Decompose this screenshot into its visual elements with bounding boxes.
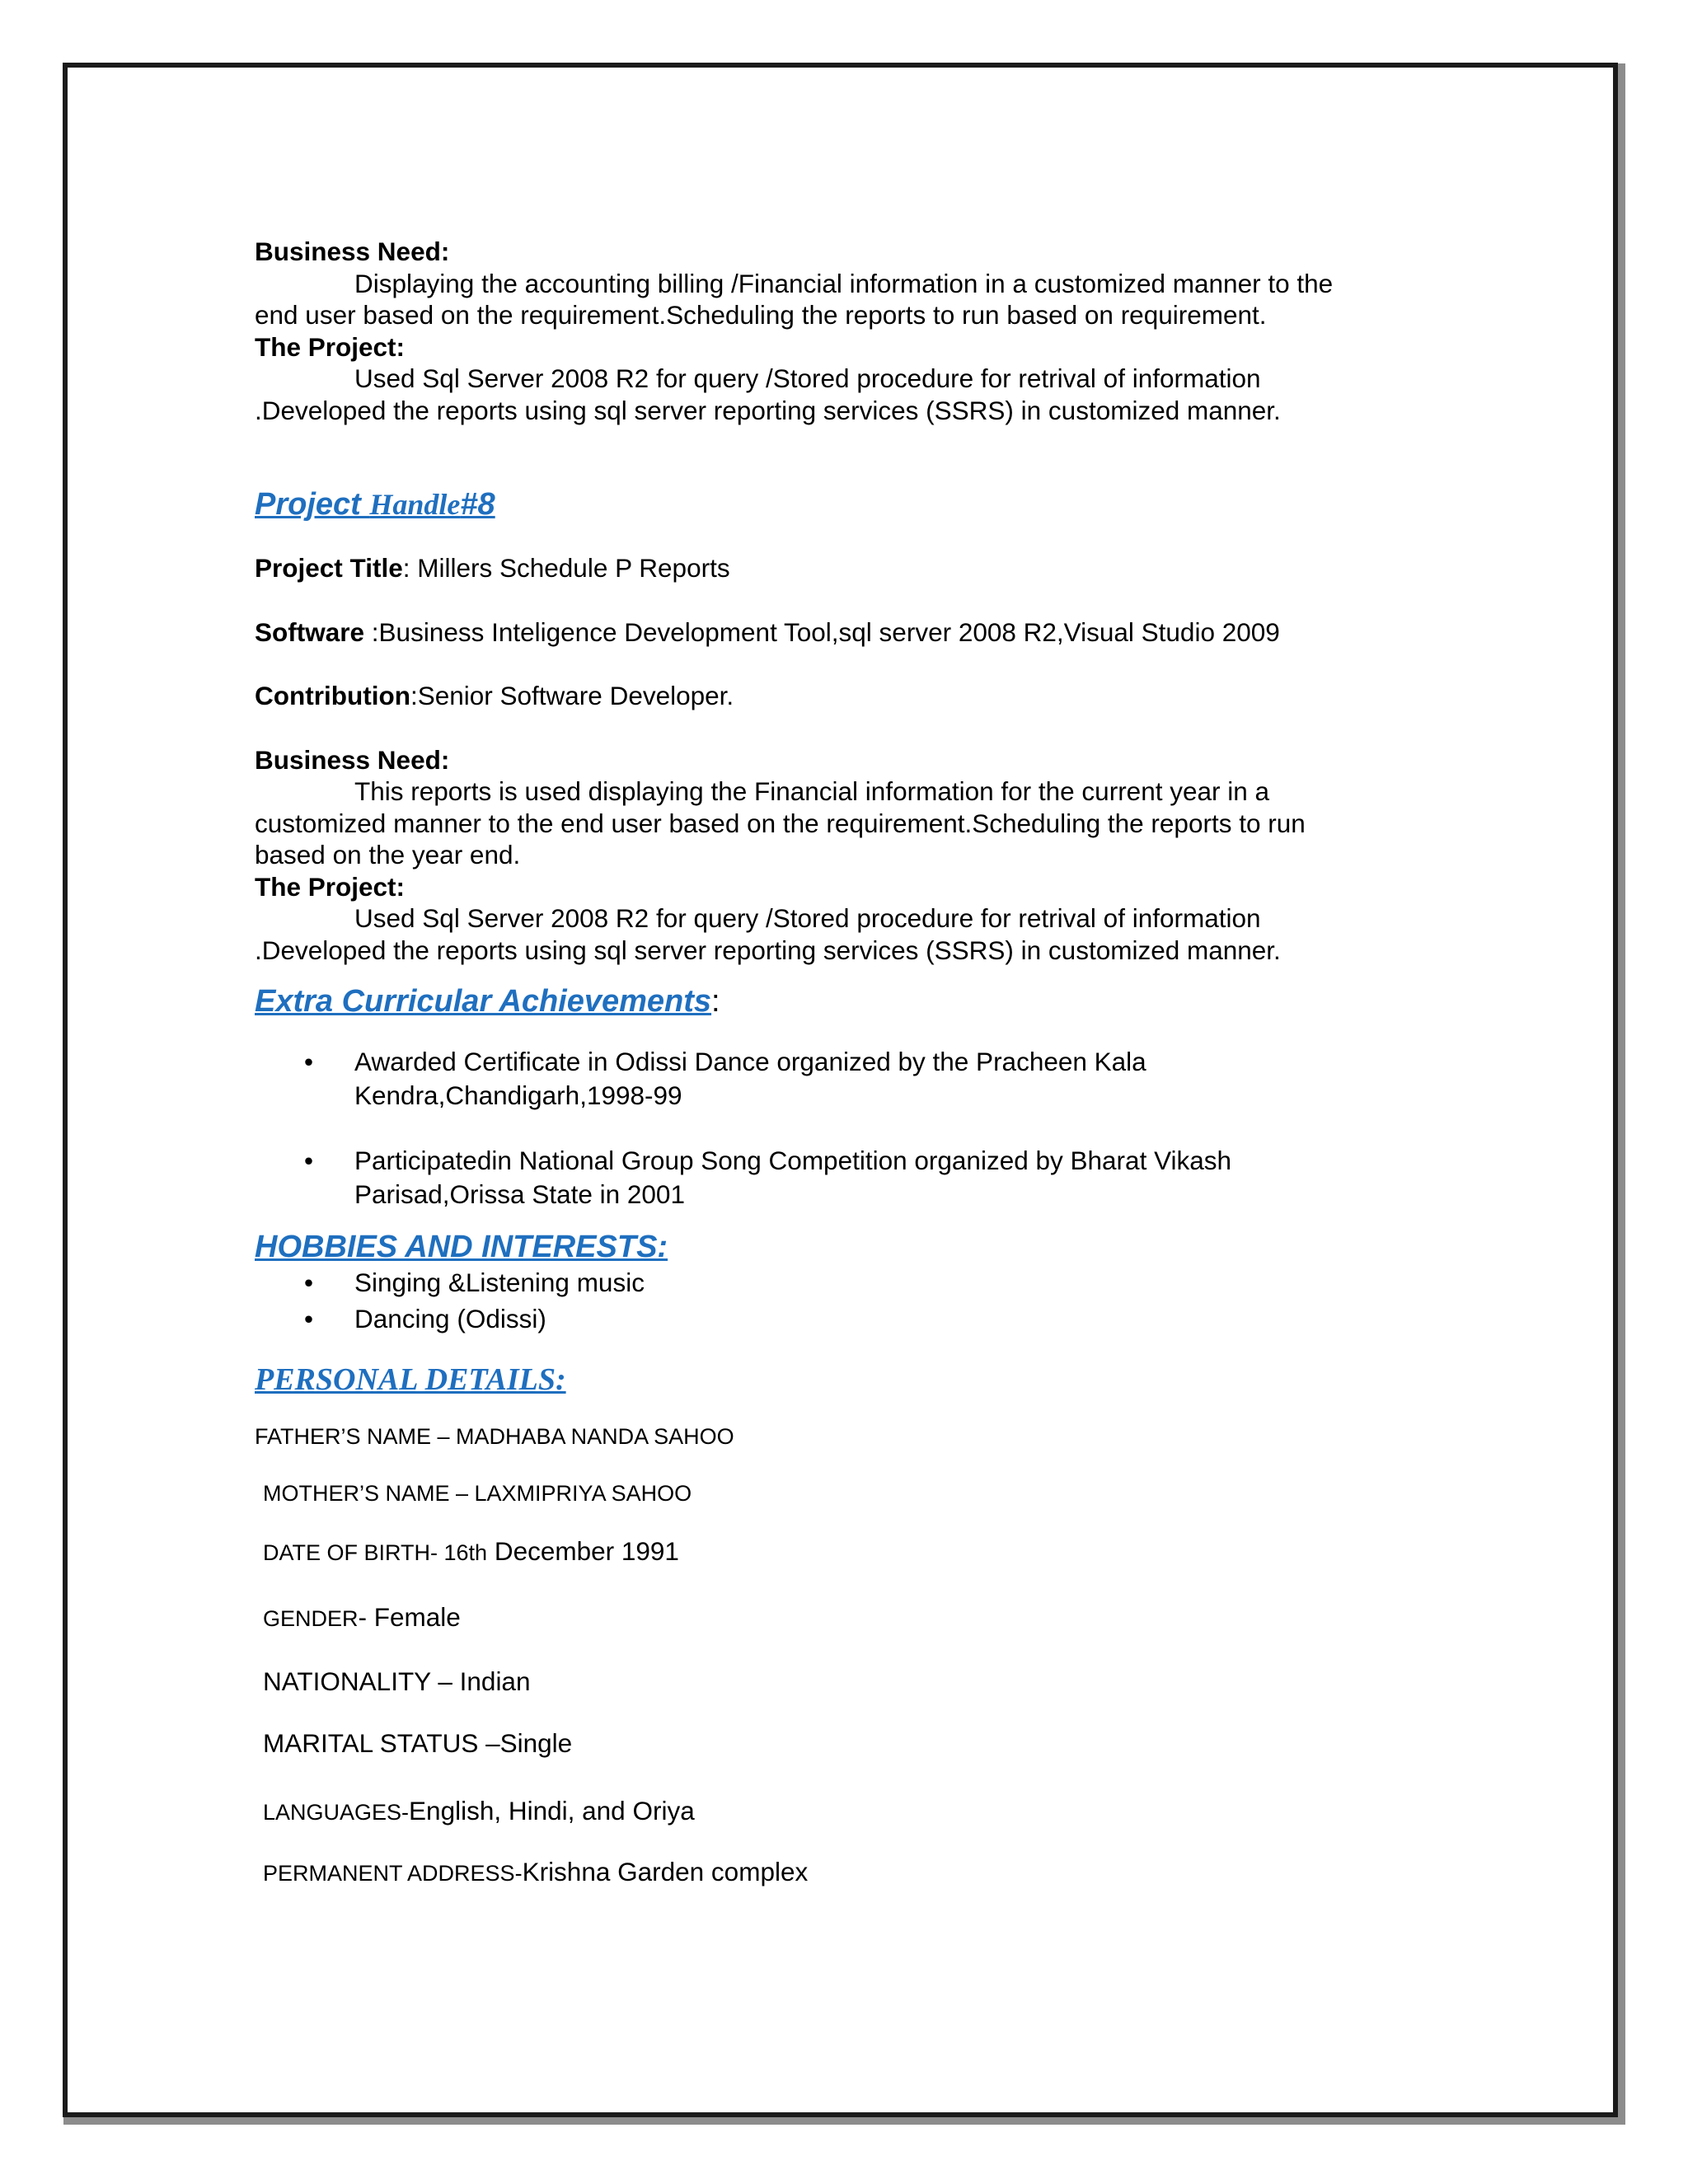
document-body [255,236,1425,1888]
father-name: FATHER’S NAME – MADHABA NANDA SAHOO [255,1424,734,1449]
list-item: • Participatedin National Group Song Competition organized by Bharat Vikash Parisad,Orissa State in 2001 [304,1146,1232,1209]
gender: GENDER- Female [263,1602,461,1632]
business-need-text-line2: end user based on the requirement.Scheduling the reports to run based on requirement. [255,300,1267,330]
business-need-text-line1: Displaying the accounting billing /Financial information in a customized manner to the [354,268,1334,298]
the-project-text-line1: Used Sql Server 2008 R2 for query /Stored procedure for retrival of information [354,363,1261,393]
extra-curricular-heading: Extra Curricular Achievements: [255,984,720,1019]
project-title-line: Project Title: Millers Schedule P Reports [255,553,730,583]
the-project-label: The Project: [255,871,406,902]
project-8-heading: Project Handle#8 [255,487,495,522]
list-item: • Dancing (Odissi) [255,1302,1425,1336]
languages: LANGUAGES-English, Hindi, and Oriya [263,1796,695,1825]
mother-name: MOTHER’S NAME – LAXMIPRIYA SAHOO [263,1481,692,1506]
hobbies-list [255,1266,1425,1336]
bullet-icon: • [304,1047,314,1076]
date-of-birth: DATE OF BIRTH- 16th December 1991 [263,1536,679,1566]
bullet-icon: • [304,1304,314,1333]
bullet-icon: • [304,1268,314,1297]
business-need-text-line3: based on the year end. [255,840,521,869]
business-need-text-line2: customized manner to the end user based on the requirement.Scheduling the reports to run [255,808,1306,838]
software-line: Software :Business Inteligence Development Tool,sql server 2008 R2,Visual Studio 2009 [255,616,1280,647]
achievements-list [255,1045,1425,1212]
the-project-text-line1: Used Sql Server 2008 R2 for query /Stored procedure for retrival of information [354,903,1261,933]
the-project-text-line2: .Developed the reports using sql server reporting services (SSRS) in customized manner. [255,935,1281,965]
permanent-address: PERMANENT ADDRESS-Krishna Garden complex [263,1857,809,1886]
business-need-label: Business Need: [255,237,450,266]
personal-details-heading: PERSONAL DETAILS: [255,1362,566,1397]
list-item: • Singing &Listening music [255,1266,1425,1300]
business-need-text-line1: This reports is used displaying the Financial information for the current year in a [354,776,1270,806]
contribution-line: Contribution:Senior Software Developer. [255,681,734,710]
hobbies-heading: HOBBIES AND INTERESTS: [255,1230,668,1264]
marital-status: MARITAL STATUS –Single [263,1728,573,1758]
the-project-text-line2: .Developed the reports using sql server reporting services (SSRS) in customized manner. [255,395,1281,425]
business-need-label: Business Need: [255,744,450,775]
list-item: • Awarded Certificate in Odissi Dance organized by the Pracheen Kala Kendra,Chandigarh,1998-99 [304,1047,1146,1110]
nationality: NATIONALITY – Indian [263,1666,531,1696]
bullet-icon: • [304,1146,314,1175]
the-project-label: The Project: [255,331,406,362]
